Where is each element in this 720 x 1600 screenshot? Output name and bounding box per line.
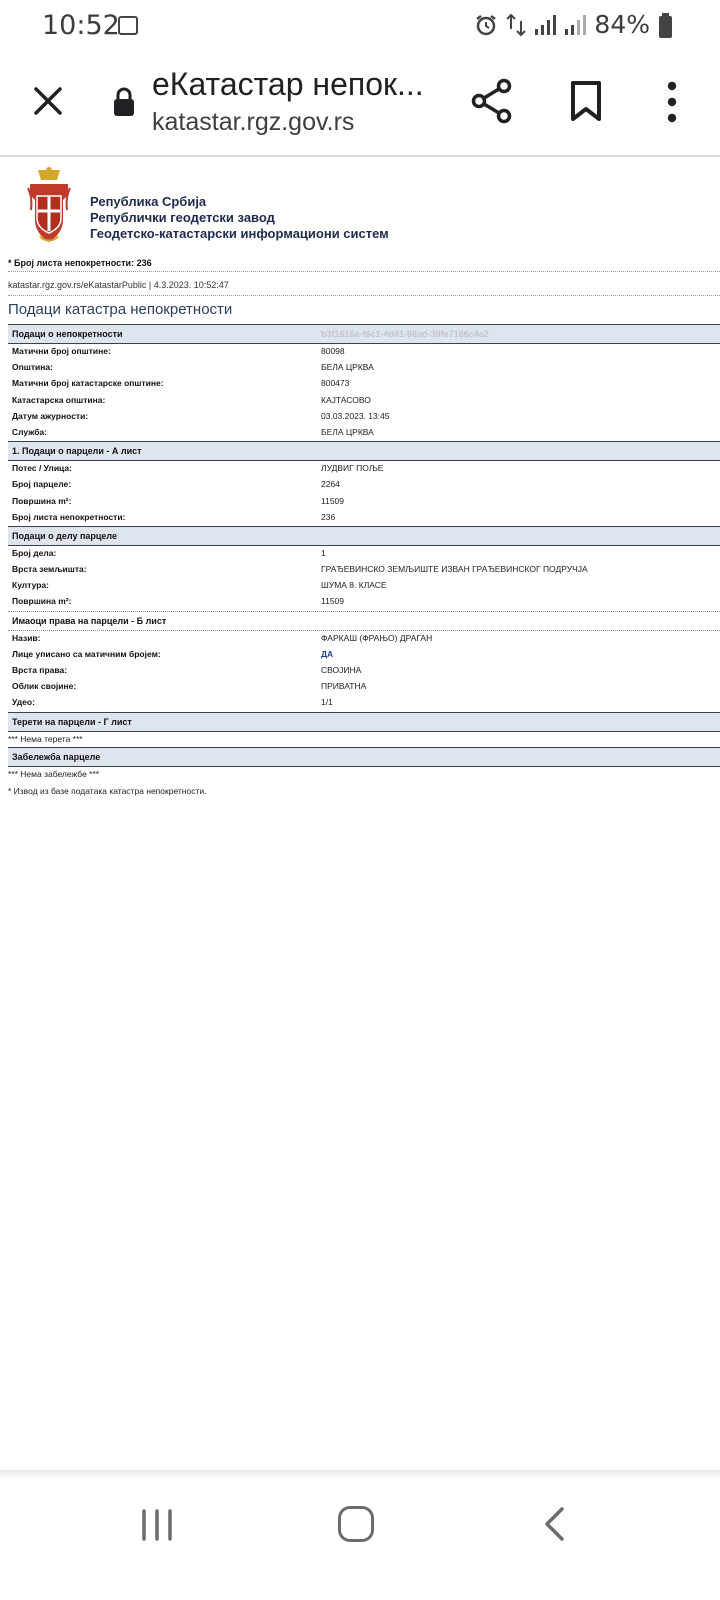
row-value: 236 [321, 511, 336, 522]
remarks-note: *** Нема забележбе *** [8, 768, 100, 779]
institution-line: Републички геодетски завод [90, 210, 275, 225]
cadastre-table [8, 324, 720, 796]
row-label: Удео: [12, 697, 35, 708]
section-title: 1. Подаци о парцели - А лист [12, 446, 142, 457]
institution-line: Геодетско-катастарски информациони систем [90, 226, 389, 241]
section-header-burdens [8, 712, 720, 732]
table-row [8, 409, 720, 425]
row-label: Служба: [12, 426, 48, 437]
table-row [8, 679, 720, 695]
row-value: ШУМА 8. КЛАСЕ [321, 580, 387, 591]
row-label: Матични број општине: [12, 346, 111, 356]
row-value: КАЈТАСОВО [321, 394, 371, 405]
row-label: Општина: [12, 362, 53, 373]
institution-line: Република Србија [90, 194, 207, 209]
page-title-tab[interactable]: еКатастар непок... [152, 66, 424, 102]
source-line: katastar.rgz.gov.rs/eKatastarPublic | 4.3.2023. 10:52:47 [8, 280, 229, 290]
row-label: Култура: [12, 580, 49, 591]
divider [8, 295, 720, 296]
row-label: Број листа непокретности: [12, 511, 126, 522]
table-row [8, 663, 720, 679]
row-label: Број дела: [12, 547, 57, 558]
back-icon[interactable] [542, 1506, 566, 1542]
row-label: Број парцеле: [12, 479, 72, 490]
section-header-property [8, 324, 720, 344]
table-row [8, 494, 720, 510]
row-value: 1/1 [321, 697, 333, 708]
lock-icon [112, 86, 136, 118]
data-arrows-icon [506, 13, 526, 37]
row-value: 11509 [321, 495, 345, 506]
toolbar-divider [0, 155, 720, 157]
page-title: Подаци катастра непокретности [8, 301, 233, 318]
table-row [8, 477, 720, 493]
signal-icon [534, 14, 556, 36]
section-header-parcel [8, 441, 720, 461]
status-icons [474, 10, 650, 39]
home-icon[interactable] [338, 1506, 374, 1542]
table-row [8, 344, 720, 360]
table-row [8, 594, 720, 610]
url-text[interactable]: katastar.rgz.gov.rs [152, 108, 355, 136]
sheet-number: * Број листа непокретности: 236 [8, 258, 152, 268]
row-label: Лице уписано са матичним бројем: [12, 648, 161, 659]
row-value: 80098 [321, 346, 345, 356]
section-title: Забележба парцеле [12, 751, 101, 762]
system-navigation-bar [0, 1478, 720, 1600]
row-value: 11509 [321, 596, 345, 607]
table-row [8, 510, 720, 526]
row-label: Облик својине: [12, 681, 77, 692]
institution-header [26, 166, 716, 254]
row-value: БЕЛА ЦРКВА [321, 426, 374, 437]
row-value: БЕЛА ЦРКВА [321, 362, 374, 373]
divider [8, 271, 720, 272]
table-row [8, 546, 720, 562]
section-title: Подаци о непокретности [12, 329, 123, 339]
row-value: 03.03.2023. 13:45 [321, 410, 390, 421]
section-header-part [8, 526, 720, 546]
browser-toolbar [0, 56, 720, 154]
table-row [8, 425, 720, 441]
image-icon [118, 16, 138, 35]
burdens-note: *** Нема терета *** [8, 733, 83, 744]
table-row [8, 695, 720, 711]
row-label: Датум ажурности: [12, 410, 89, 421]
section-title: Терети на парцели - Г лист [12, 716, 132, 727]
table-row [8, 631, 720, 647]
row-value: 2264 [321, 479, 340, 490]
row-label: Матични број катастарске општине: [12, 378, 164, 389]
record-guid: b3f1616a-f6c1-4d41-86ad-39fe7166c4e2 [321, 329, 489, 339]
row-value: 800473 [321, 378, 350, 389]
section-header-owners [8, 611, 720, 631]
row-value: 1 [321, 547, 326, 558]
more-vert-icon[interactable] [662, 80, 682, 124]
row-value: ПРИВАТНА [321, 681, 367, 692]
share-icon[interactable] [470, 78, 514, 124]
row-value: СВОЈИНА [321, 665, 362, 675]
nav-shadow [0, 1470, 720, 1478]
status-bar [0, 0, 720, 52]
row-label: Потес / Улица: [12, 463, 72, 474]
section-title: Имаоци права на парцели - Б лист [12, 615, 167, 626]
alarm-icon [474, 13, 498, 37]
footnote: * Извод из базе података катастра непокретности. [8, 785, 207, 796]
institution-lines [90, 194, 389, 242]
bookmark-icon[interactable] [568, 80, 604, 122]
table-row [8, 578, 720, 594]
coat-of-arms-icon [26, 166, 72, 248]
section-header-remarks [8, 747, 720, 767]
close-icon[interactable] [28, 81, 68, 121]
table-row [8, 562, 720, 578]
row-label: Површина m²: [12, 596, 72, 607]
status-time: 10:52 [42, 10, 120, 41]
battery-icon [659, 16, 672, 38]
row-label: Катастарска општина: [12, 394, 106, 405]
section-title: Подаци о делу парцеле [12, 530, 118, 541]
row-label: Врста права: [12, 665, 68, 675]
row-value: ЛУДВИГ ПОЉЕ [321, 463, 384, 474]
table-row [8, 647, 720, 663]
recent-apps-icon[interactable] [140, 1508, 174, 1542]
row-label: Врста земљишта: [12, 564, 87, 575]
table-row [8, 376, 720, 392]
table-row [8, 393, 720, 409]
row-value: ДА [321, 648, 334, 659]
row-value: ГРАЂЕВИНСКО ЗЕМЉИШТЕ ИЗВАН ГРАЂЕВИНСКОГ ПОДРУЧЈА [321, 564, 588, 575]
battery-percent: 84% [594, 10, 650, 39]
table-row [8, 461, 720, 477]
row-label: Назив: [12, 632, 41, 643]
row-value: ФАРКАШ (ФРАЊО) ДРАГАН [321, 632, 433, 643]
signal-icon-2 [564, 14, 586, 36]
table-row [8, 360, 720, 376]
row-label: Површина m²: [12, 495, 72, 506]
